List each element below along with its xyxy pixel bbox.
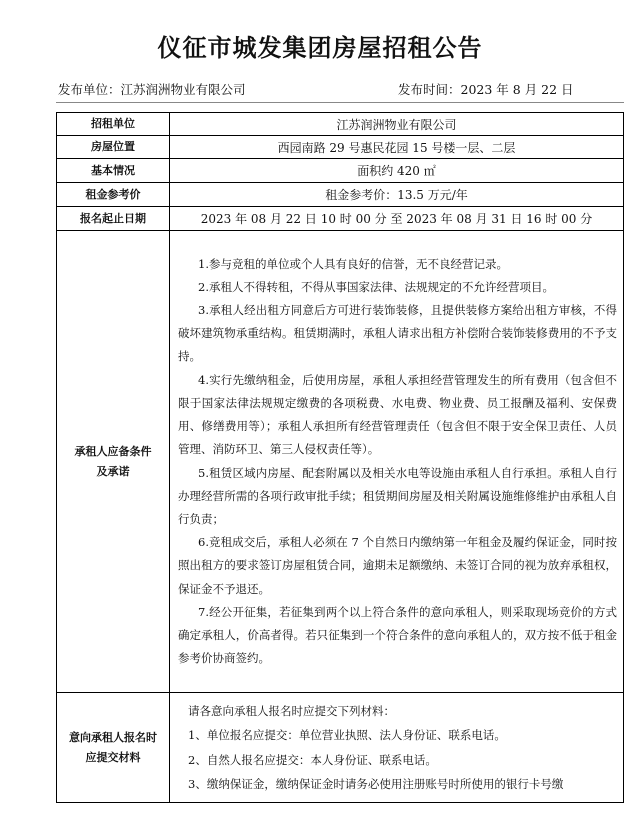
row-materials	[57, 693, 624, 803]
condition-item-1: 1.参与竞租的单位或个人具有良好的信誉，无不良经营记录。	[198, 256, 508, 271]
material-item-1: 1、单位报名应提交：单位营业执照、法人身份证、联系电话。	[188, 728, 506, 742]
header-divider	[56, 102, 624, 103]
condition-item-7: 7.经公开征集，若征集到两个以上符合条件的意向承租人，则采取现场竞价的方式确定承租人，价高者得。若只征集到一个符合条件的意向承租人的，双方按不低于租金参考价协商签约。	[178, 604, 617, 666]
condition-item-6: 6.竞租成交后，承租人必须在 7 个自然日内缴纳第一年租金及履约保证金，同时按照出租方的要求签订房屋租赁合同，逾期未足额缴纳、未签订合同的视为放弃承租权，保证金不予退还。	[178, 535, 617, 596]
conditions-label-line2: 及承诺	[96, 464, 130, 478]
row-unit	[57, 113, 624, 136]
condition-item-3: 3.承租人经出租方同意后方可进行装饰装修，且提供装修方案给出租方审核，不得破坏建筑物承重结构。租赁期满时，承租人请求出租方补偿附合装饰装修费用的不予支持。	[178, 303, 617, 364]
material-item-3: 3、缴纳保证金，缴纳保证金时请务必使用注册账号时所使用的银行卡号缴	[188, 777, 564, 791]
materials-label	[57, 693, 170, 803]
basic-label: 基本情况	[57, 159, 170, 183]
row-conditions	[57, 231, 624, 693]
period-label: 报名起止日期	[57, 207, 170, 231]
conditions-list	[170, 231, 624, 693]
publisher-value: 江苏润洲物业有限公司	[120, 82, 246, 97]
notice-table	[56, 112, 624, 803]
row-period	[57, 207, 624, 231]
condition-item-2: 2.承租人不得转租，不得从事国家法律、法规规定的不允许经营项目。	[198, 279, 554, 294]
page-title: 仪征市城发集团房屋招租公告	[157, 34, 483, 62]
condition-item-5: 5.租赁区域内房屋、配套附属以及相关水电等设施由承租人自行承担。承租人自行办理经营所需的各项行政审批手续；租赁期间房屋及相关附属设施维修维护由承租人自行负责；	[178, 465, 617, 526]
rent-label: 租金参考价	[57, 183, 170, 207]
basic-value: 面积约 420 ㎡	[170, 159, 624, 183]
publish-time-line	[398, 80, 574, 98]
publisher-line	[58, 80, 246, 98]
unit-value: 江苏润洲物业有限公司	[170, 113, 624, 136]
location-label: 房屋位置	[57, 136, 170, 159]
materials-label-line2: 应提交材料	[85, 750, 141, 764]
location-value: 西园南路 29 号惠民花园 15 号楼一层、二层	[170, 136, 624, 159]
publish-time-value: 2023 年 8 月 22 日	[460, 82, 574, 97]
row-basic	[57, 159, 624, 183]
row-rent	[57, 183, 624, 207]
publisher-label: 发布单位：	[58, 82, 121, 97]
unit-label: 招租单位	[57, 113, 170, 136]
period-value: 2023 年 08 月 22 日 10 时 00 分 至 2023 年 08 月 31 日 16 时 00 分	[170, 207, 624, 231]
condition-item-4: 4.实行先缴纳租金，后使用房屋，承租人承担经营管理发生的所有费用（包含但不限于国家法律法规规定缴费的各项税费、水电费、物业费、员工报酬及福利、安保费用、修缮费用等）；承租人承担所有经营管理责任（包含但不限于安全保卫责任、人员管理、消防环卫、第三人侵权责任等）。	[178, 372, 617, 457]
materials-label-line1: 意向承租人报名时	[69, 730, 157, 744]
materials-list	[170, 693, 624, 803]
row-location	[57, 136, 624, 159]
material-item-2: 2、自然人报名应提交：本人身份证、联系电话。	[188, 752, 437, 767]
rent-value: 租金参考价：13.5 万元/年	[170, 183, 624, 207]
publish-time-label: 发布时间：	[398, 82, 461, 97]
material-item-intro: 请各意向承租人报名时应提交下列材料：	[188, 703, 395, 718]
conditions-label-line1: 承租人应备条件	[74, 444, 152, 458]
conditions-label	[57, 231, 170, 693]
